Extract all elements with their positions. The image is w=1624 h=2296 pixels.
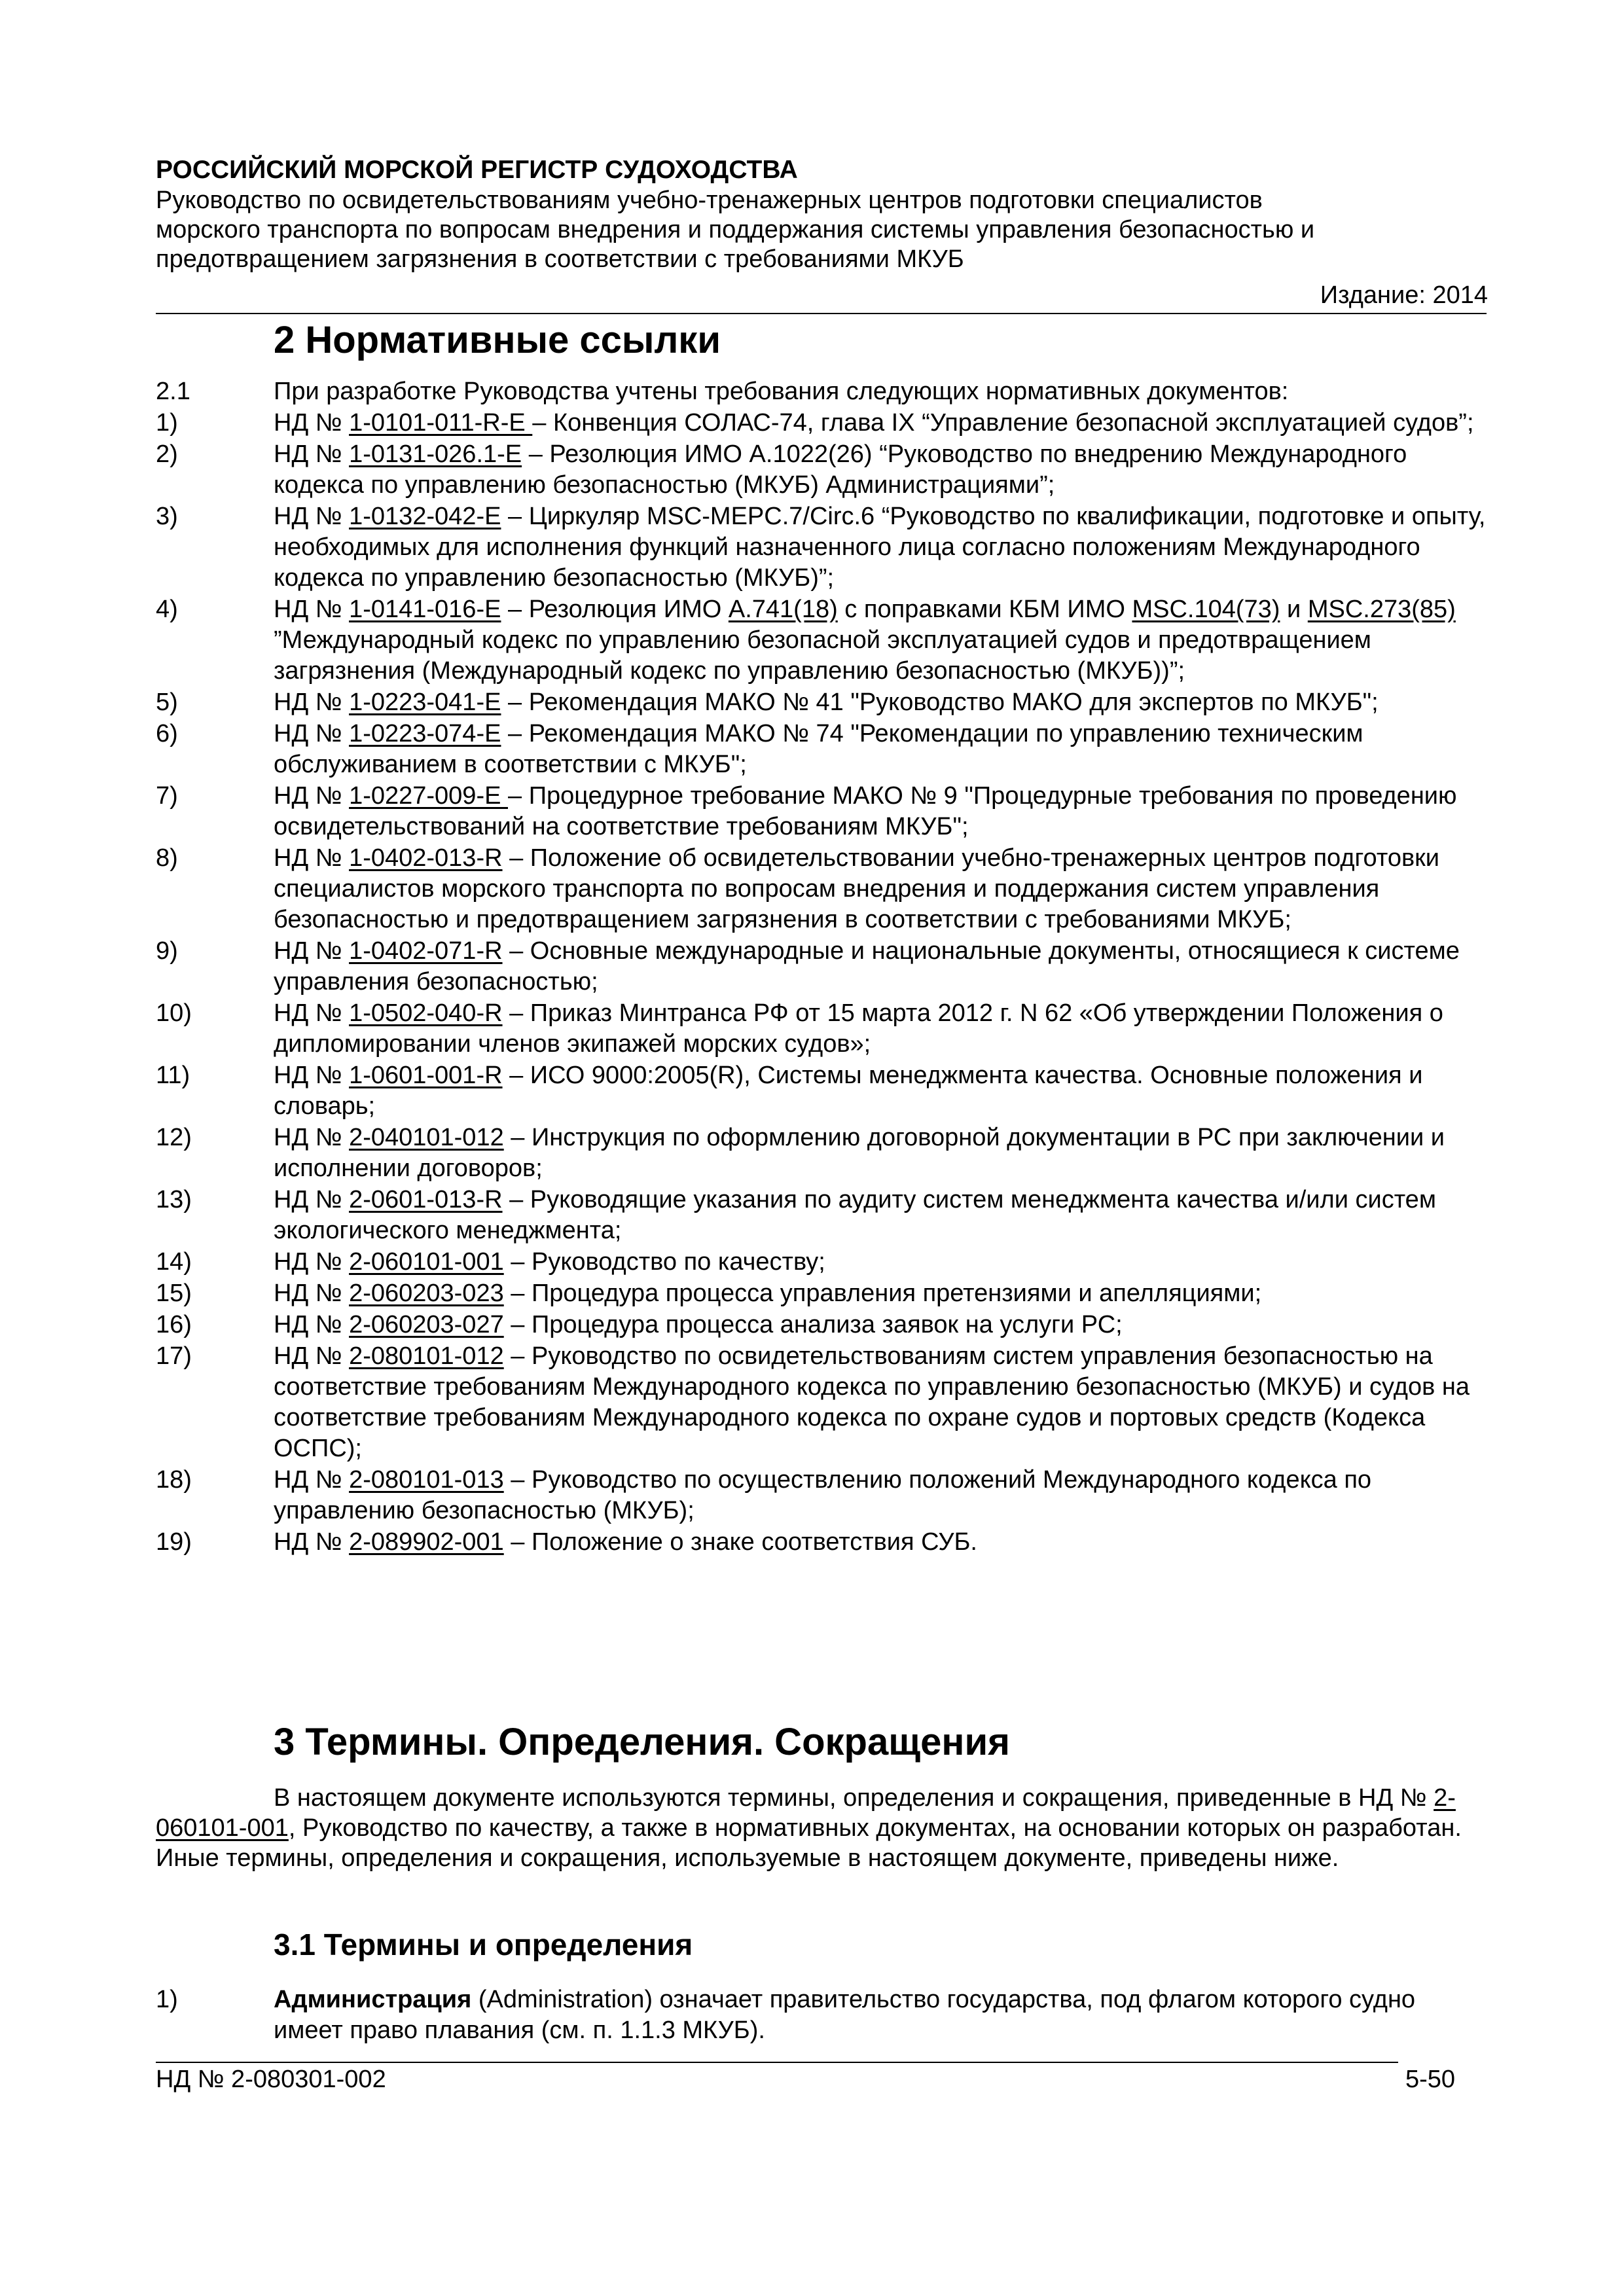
item-text: НД № 2-080101-012 – Руководство по освидетельствованиям систем управления безопасностью на соответствие требованиям Международного кодекса по управлению безопасностью (МКУБ) и судов на соответствие требованиям Международного кодекса по охране судов и портовых средств (Кодекса ОСПС); xyxy=(274,1342,1470,1462)
item-text: НД № 2-060101-001 – Руководство по качеству; xyxy=(274,1248,825,1276)
item-number: 17) xyxy=(156,1342,192,1370)
item-number: 2.1 xyxy=(156,378,190,405)
list-item xyxy=(156,719,1491,780)
item-text: НД № 1-0223-074-E – Рекомендация МАКО № 74 "Рекомендации по управлению техническим обслуживанием в соответствии с МКУБ"; xyxy=(274,720,1363,778)
list-item xyxy=(156,1278,1491,1309)
list-item xyxy=(156,1527,1491,1558)
item-text: НД № 2-060203-023 – Процедура процесса управления претензиями и апелляциями; xyxy=(274,1280,1262,1307)
document-link[interactable]: 1-0223-074-E xyxy=(349,720,501,747)
item-text: НД № 1-0141-016-E – Резолюция ИМО A.741(18) с поправками КБМ ИМО MSC.104(73) и MSC.273(85) ”Международный кодекс по управлению безопасной эксплуатацией судов и предотвращением загрязнения (Международный кодекс по управлению безопасностью (МКУБ))”; xyxy=(274,596,1456,685)
header-divider xyxy=(156,313,1487,314)
item-text: НД № 2-089902-001 – Положение о знаке соответствия СУБ. xyxy=(274,1528,977,1556)
organization-name: РОССИЙСКИЙ МОРСКОЙ РЕГИСТР СУДОХОДСТВА xyxy=(156,156,798,184)
list-item xyxy=(156,1465,1491,1526)
item-number: 15) xyxy=(156,1280,192,1307)
list-item xyxy=(156,998,1491,1060)
document-link[interactable]: 2-080101-013 xyxy=(349,1466,504,1494)
document-link[interactable]: 2-0601-013-R xyxy=(349,1186,503,1213)
document-link[interactable]: 2-040101-012 xyxy=(349,1124,504,1151)
item-text: НД № 2-060203-027 – Процедура процесса анализа заявок на услуги РС; xyxy=(274,1311,1123,1338)
document-link[interactable]: 1-0132-042-E xyxy=(349,503,501,530)
definition-item xyxy=(156,1984,1491,2046)
document-link[interactable]: 1-0601-001-R xyxy=(349,1062,503,1089)
list-item xyxy=(156,1310,1491,1340)
list-item xyxy=(156,594,1491,687)
document-link[interactable]: 2-060203-023 xyxy=(349,1280,504,1307)
item-text: НД № 1-0132-042-E – Циркуляр MSC-MEPC.7/Circ.6 “Руководство по квалификации, подготовке и опыту, необходимых для исполнения функций назначенного лица согласно положениям Международного кодекса по управлению безопасностью (МКУБ)”; xyxy=(274,503,1486,592)
item-number: 16) xyxy=(156,1311,192,1338)
document-link[interactable]: 1-0502-040-R xyxy=(349,999,503,1027)
item-text: НД № 2-0601-013-R – Руководящие указания по аудиту систем менеджмента качества и/или систем экологического менеджмента; xyxy=(274,1186,1436,1244)
item-text: НД № 1-0101-011-R-E – Конвенция СОЛАС-74, глава IX “Управление безопасной эксплуатацией судов”; xyxy=(274,409,1474,437)
item-text: НД № 2-080101-013 – Руководство по осуществлению положений Международного кодекса по управлению безопасностью (МКУБ); xyxy=(274,1466,1372,1524)
intro-paragraph xyxy=(156,376,1491,407)
item-number: 9) xyxy=(156,937,178,965)
document-link[interactable]: 2-089902-001 xyxy=(349,1528,504,1556)
section-2-heading: 2 Нормативные ссылки xyxy=(274,319,721,361)
item-number: 3) xyxy=(156,503,178,530)
document-link[interactable]: 2-060101-001 xyxy=(156,1784,1456,1842)
section-3-heading: 3 Термины. Определения. Сокращения xyxy=(274,1721,1010,1763)
document-link[interactable]: 2-060203-027 xyxy=(349,1311,504,1338)
document-link[interactable]: 2-060101-001 xyxy=(349,1248,504,1276)
list-item xyxy=(156,439,1491,501)
list-item xyxy=(156,408,1491,439)
definitions-list xyxy=(156,1984,1491,2047)
item-number: 13) xyxy=(156,1186,192,1213)
item-number: 8) xyxy=(156,844,178,872)
item-text: Администрация (Administration) означает правительство государства, под флагом которого судно имеет право плавания (см. п. 1.1.3 МКУБ). xyxy=(274,1986,1416,2044)
item-text: НД № 1-0502-040-R – Приказ Минтранса РФ от 15 марта 2012 г. N 62 «Об утверждении Положения о дипломировании членов экипажей морских судов»; xyxy=(274,999,1443,1058)
document-link[interactable]: A.741(18) xyxy=(728,596,838,623)
document-link[interactable]: 1-0223-041-E xyxy=(349,689,501,716)
page-header xyxy=(156,154,1485,274)
footer-document-code: НД № 2-080301-002 xyxy=(156,2066,386,2093)
list-item xyxy=(156,1247,1491,1278)
section-3-1-heading: 3.1 Термины и определения xyxy=(274,1928,693,1962)
item-number: 2) xyxy=(156,440,178,468)
list-item xyxy=(156,936,1491,997)
item-text: НД № 1-0402-013-R – Положение об освидетельствовании учебно-тренажерных центров подготовки специалистов морского транспорта по вопросам внедрения и поддержания систем управления безопасностью и предотвращением загрязнения в соответствии с требованиями МКУБ; xyxy=(274,844,1440,933)
list-item xyxy=(156,501,1491,594)
item-number: 12) xyxy=(156,1124,192,1151)
document-link[interactable]: 1-0402-013-R xyxy=(349,844,503,872)
document-link[interactable]: 1-0131-026.1-E xyxy=(349,440,522,468)
list-item xyxy=(156,1122,1491,1184)
document-link[interactable]: 1-0141-016-E xyxy=(349,596,501,623)
footer-divider xyxy=(156,2062,1398,2063)
edition-label: Издание: 2014 xyxy=(1320,281,1488,309)
defined-term: Администрация xyxy=(274,1986,472,2013)
item-text: НД № 1-0601-001-R – ИСО 9000:2005(R), Системы менеджмента качества. Основные положения и словарь; xyxy=(274,1062,1423,1120)
list-item xyxy=(156,1185,1491,1246)
document-link[interactable]: 1-0101-011-R-E xyxy=(349,409,533,437)
item-number: 10) xyxy=(156,999,192,1027)
item-number: 1) xyxy=(156,409,178,437)
document-title-line: предотвращением загрязнения в соответствии с требованиями МКУБ xyxy=(156,245,964,273)
document-link[interactable]: MSC.104(73) xyxy=(1132,596,1280,623)
page-number: 5-50 xyxy=(1405,2066,1455,2093)
item-number: 5) xyxy=(156,689,178,716)
item-text: НД № 1-0223-041-E – Рекомендация МАКО № 41 "Руководство МАКО для экспертов по МКУБ"; xyxy=(274,689,1379,716)
list-item xyxy=(156,1060,1491,1122)
item-number: 18) xyxy=(156,1466,192,1494)
item-text: При разработке Руководства учтены требования следующих нормативных документов: xyxy=(274,378,1289,405)
list-item xyxy=(156,687,1491,718)
item-number: 19) xyxy=(156,1528,192,1556)
item-text: НД № 1-0227-009-E – Процедурное требование МАКО № 9 "Процедурные требования по проведению освидетельствований на соответствие требованиям МКУБ"; xyxy=(274,782,1457,840)
document-link[interactable]: MSC.273(85) xyxy=(1307,596,1456,623)
normative-references-list xyxy=(156,376,1491,1558)
item-text: НД № 2-040101-012 – Инструкция по оформлению договорной документации в РС при заключении и исполнении договоров; xyxy=(274,1124,1445,1182)
list-item xyxy=(156,1341,1491,1464)
document-link[interactable]: 2-080101-012 xyxy=(349,1342,504,1370)
item-number: 14) xyxy=(156,1248,192,1276)
document-title-line: морского транспорта по вопросам внедрения и поддержания системы управления безопасностью и xyxy=(156,216,1315,243)
item-number: 7) xyxy=(156,782,178,810)
item-text: НД № 1-0402-071-R – Основные международные и национальные документы, относящиеся к системе управления безопасностью; xyxy=(274,937,1460,996)
item-number: 1) xyxy=(156,1986,178,2013)
item-number: 4) xyxy=(156,596,178,623)
section-3-paragraph: В настоящем документе используются термины, определения и сокращения, приведенные в НД № 2-060101-001, Руководство по качеству, а также в нормативных документах, на основании которых он разработан. Иные термины, определения и сокращения, используемые в настоящем документе, приведены ниже. xyxy=(156,1784,1462,1872)
item-text: НД № 1-0131-026.1-E – Резолюция ИМО А.1022(26) “Руководство по внедрению Международного кодекса по управлению безопасностью (МКУБ) Администрациями”; xyxy=(274,440,1407,499)
item-number: 11) xyxy=(156,1062,190,1089)
document-link[interactable]: 1-0227-009-E xyxy=(349,782,508,810)
document-link[interactable]: 1-0402-071-R xyxy=(349,937,503,965)
list-item xyxy=(156,781,1491,842)
list-item xyxy=(156,843,1491,935)
item-number: 6) xyxy=(156,720,178,747)
document-title-line: Руководство по освидетельствованиям учебно-тренажерных центров подготовки специалистов xyxy=(156,187,1263,214)
